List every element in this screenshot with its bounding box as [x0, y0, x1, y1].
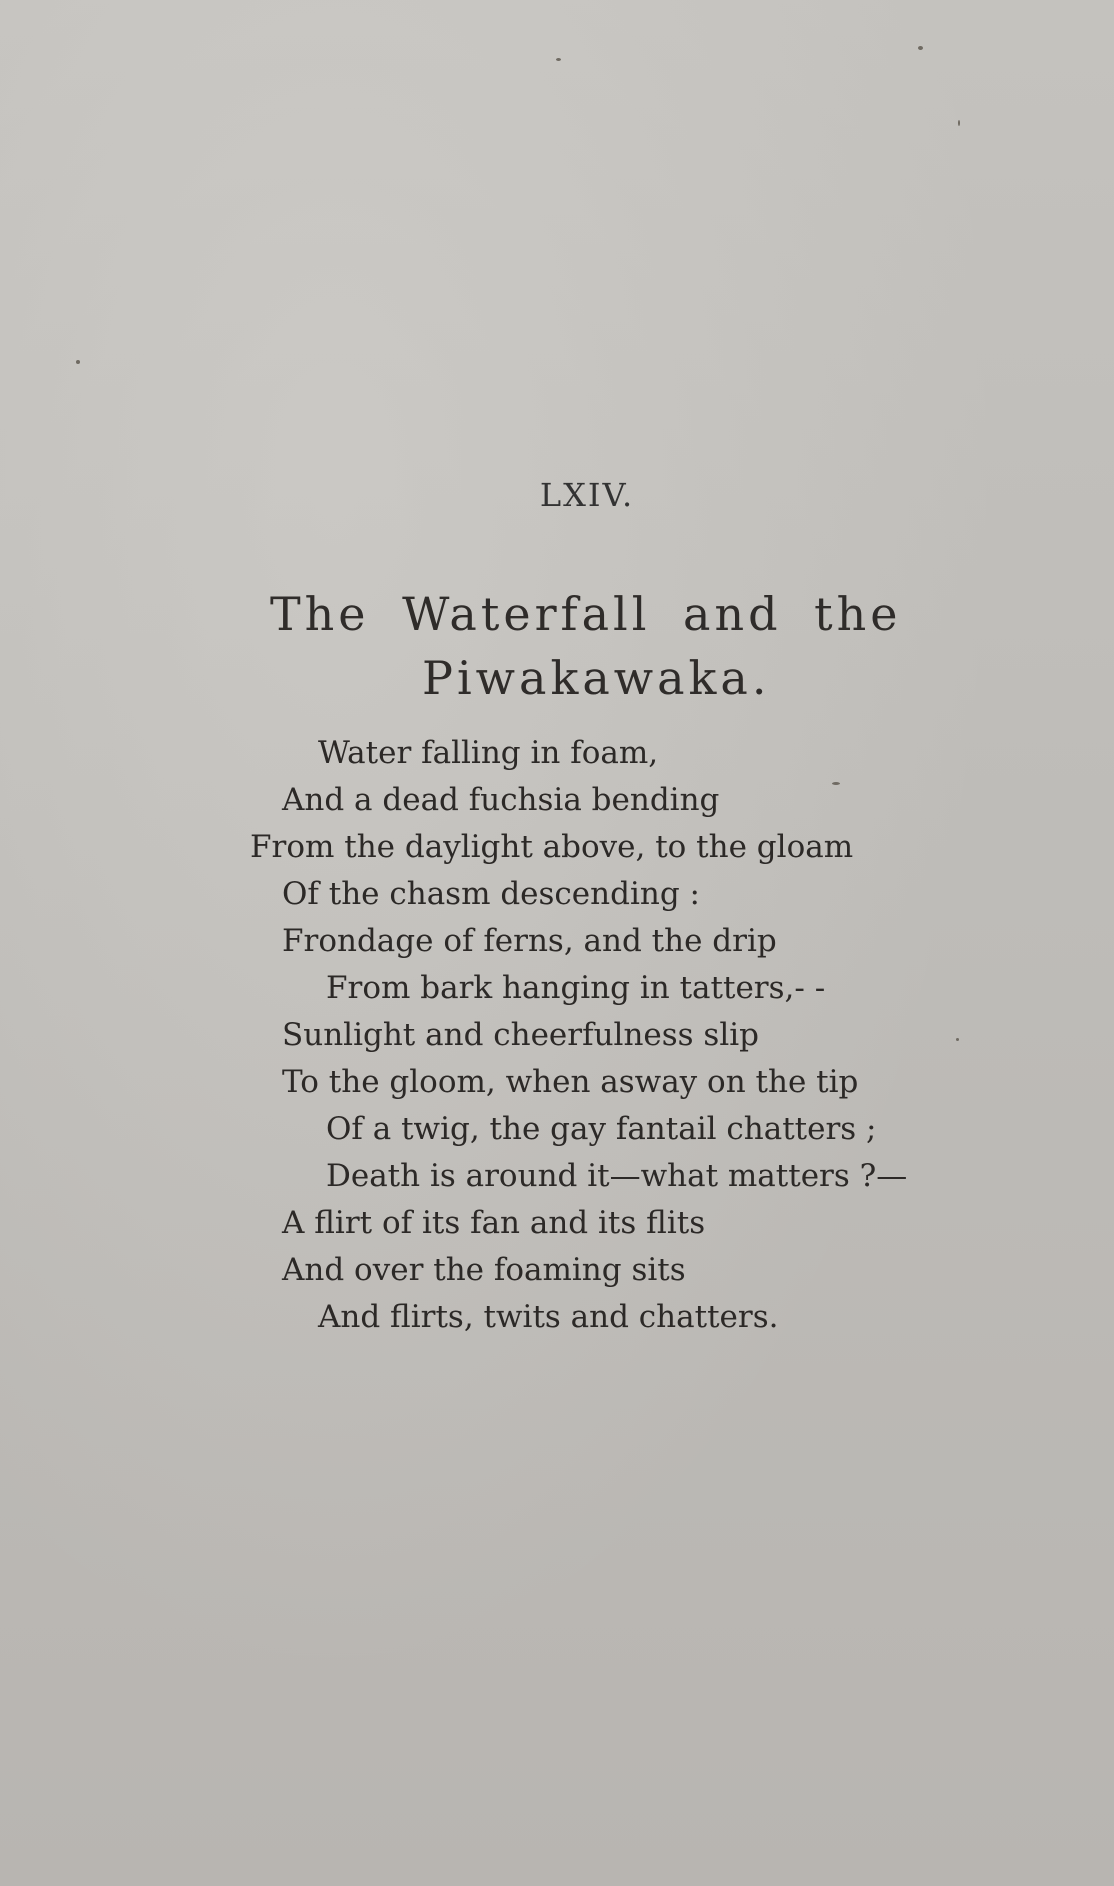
poem-body — [250, 730, 910, 1341]
paper-speck — [956, 1038, 959, 1041]
poem-line: Death is around it—what matters ?— — [326, 1158, 908, 1194]
poem-title — [270, 582, 910, 710]
paper-speck — [918, 46, 923, 50]
poem-line: Of the chasm descending : — [282, 876, 700, 912]
poem-line: Sunlight and cheerfulness slip — [282, 1017, 760, 1053]
poem-line: A flirt of its fan and its flits — [282, 1205, 706, 1241]
paper-speck — [76, 360, 80, 364]
poem-title-line-2: Piwakawaka. — [422, 651, 771, 705]
poem-line: Frondage of ferns, and the drip — [282, 923, 777, 959]
poem-line: To the gloom, when asway on the tip — [282, 1064, 859, 1100]
poem-line: And flirts, twits and chatters. — [318, 1299, 779, 1335]
poem-line: From bark hanging in tatters,- - — [326, 970, 826, 1006]
poem-line: Water falling in foam, — [318, 735, 659, 771]
poem-line: From the daylight above, to the gloam — [250, 829, 854, 865]
poem-title-line-1: The Waterfall and the — [270, 587, 902, 641]
poem-line: And a dead fuchsia bending — [282, 782, 720, 818]
section-number: LXIV. — [539, 476, 635, 514]
paper-speck — [958, 120, 960, 126]
poem-line: Of a twig, the gay fantail chatters ; — [326, 1111, 877, 1147]
paper-speck — [556, 58, 561, 61]
poem-line: And over the foaming sits — [282, 1252, 686, 1288]
